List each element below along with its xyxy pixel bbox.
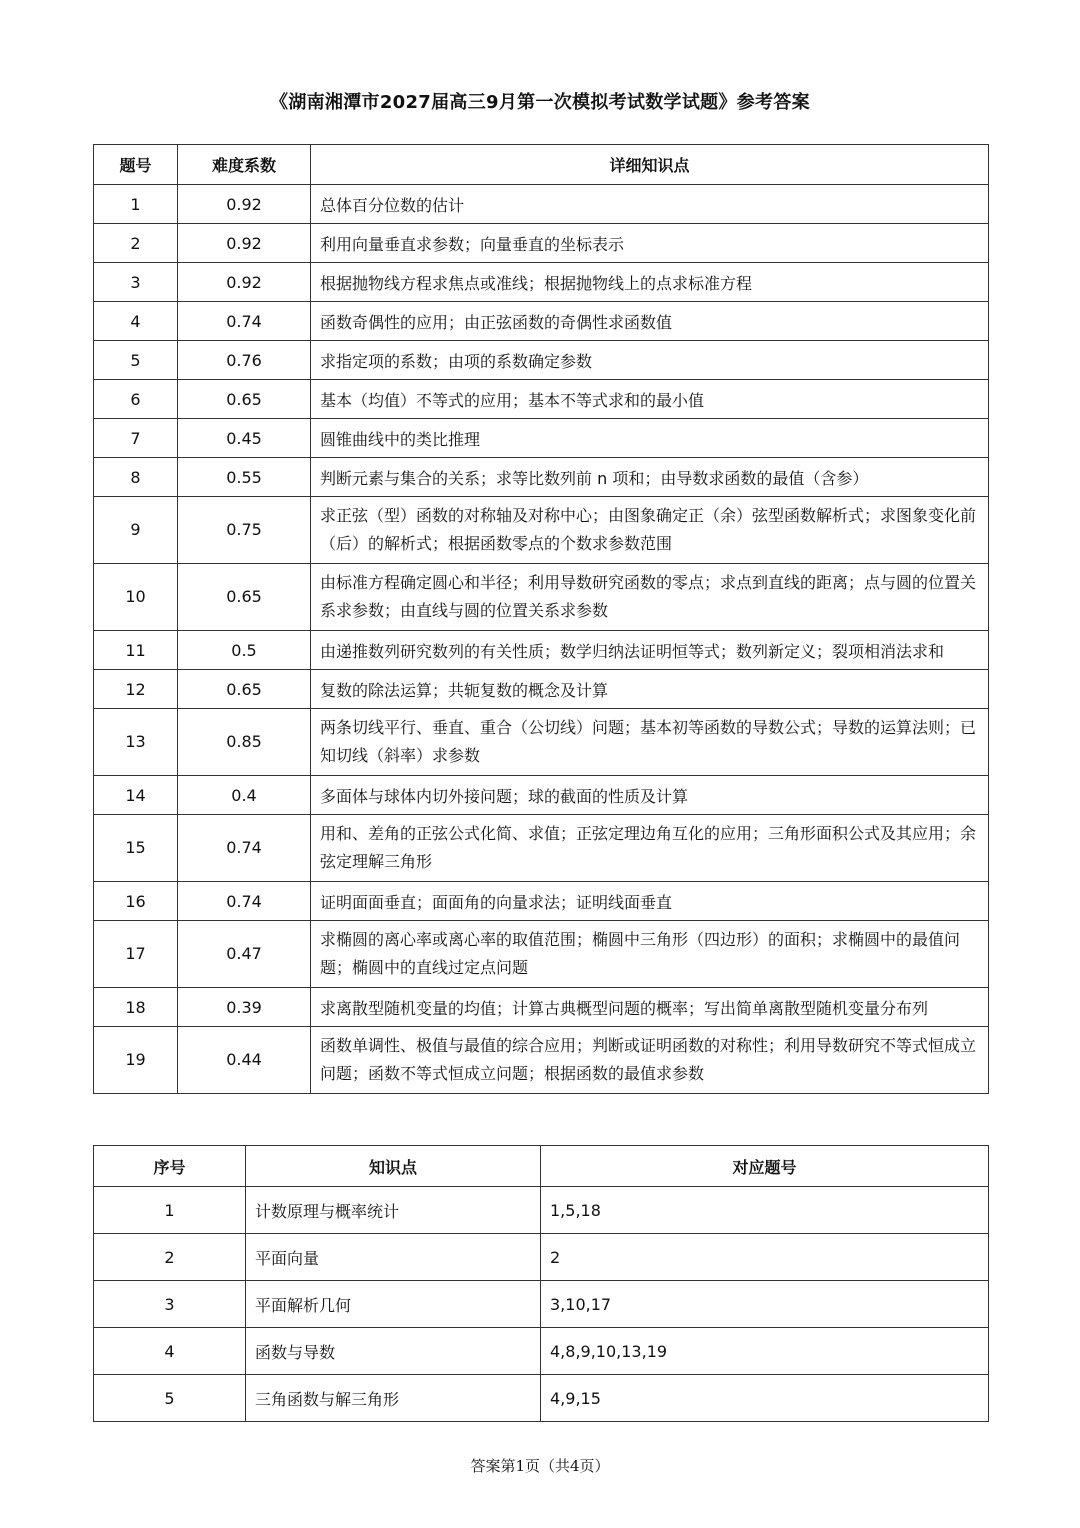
difficulty-cell: 0.45: [178, 419, 311, 458]
topic-table: [93, 1145, 989, 1422]
knowledge-point-cell: 根据抛物线方程求焦点或准线；根据抛物线上的点求标准方程: [311, 263, 989, 302]
question-number-cell: 3: [94, 263, 178, 302]
table-header-row: [94, 1146, 989, 1187]
difficulty-cell: 0.65: [178, 564, 311, 631]
question-number-cell: 1: [94, 185, 178, 224]
table-row: [94, 380, 989, 419]
knowledge-point-cell: 三角函数与解三角形: [246, 1375, 541, 1422]
question-number-cell: 16: [94, 882, 178, 921]
difficulty-cell: 0.75: [178, 497, 311, 564]
question-number-cell: 7: [94, 419, 178, 458]
knowledge-point-cell: 函数与导数: [246, 1328, 541, 1375]
table-row: [94, 302, 989, 341]
difficulty-cell: 0.4: [178, 776, 311, 815]
table-header-row: [94, 145, 989, 185]
question-numbers-cell: 3,10,17: [541, 1281, 989, 1328]
question-number-cell: 14: [94, 776, 178, 815]
table-row: [94, 776, 989, 815]
knowledge-point-cell: 复数的除法运算；共轭复数的概念及计算: [311, 670, 989, 709]
table-row: [94, 419, 989, 458]
table-row: [94, 185, 989, 224]
serial-number-cell: 3: [94, 1281, 246, 1328]
table-row: [94, 224, 989, 263]
difficulty-cell: 0.74: [178, 302, 311, 341]
column-header-knowledge-point: 知识点: [246, 1146, 541, 1187]
table-row: [94, 631, 989, 670]
table-row: [94, 458, 989, 497]
page-title: 《湖南湘潭市2027届高三9月第一次模拟考试数学试题》参考答案: [270, 92, 810, 113]
knowledge-point-cell: 基本（均值）不等式的应用；基本不等式求和的最小值: [311, 380, 989, 419]
knowledge-point-cell: 计数原理与概率统计: [246, 1187, 541, 1234]
question-number-cell: 19: [94, 1027, 178, 1094]
question-number-cell: 10: [94, 564, 178, 631]
knowledge-point-cell: 判断元素与集合的关系；求等比数列前 n 项和；由导数求函数的最值（含参）: [311, 458, 989, 497]
table-row: [94, 263, 989, 302]
difficulty-cell: 0.65: [178, 380, 311, 419]
column-header-knowledge-points: 详细知识点: [311, 145, 989, 185]
table-row: [94, 670, 989, 709]
table-row: [94, 988, 989, 1027]
knowledge-point-cell: 由递推数列研究数列的有关性质；数学归纳法证明恒等式；数列新定义；裂项相消法求和: [311, 631, 989, 670]
difficulty-cell: 0.76: [178, 341, 311, 380]
question-number-cell: 5: [94, 341, 178, 380]
question-number-cell: 15: [94, 815, 178, 882]
knowledge-point-cell: 求椭圆的离心率或离心率的取值范围；椭圆中三角形（四边形）的面积；求椭圆中的最值问题；椭圆中的直线过定点问题: [311, 921, 989, 988]
table-row: [94, 709, 989, 776]
serial-number-cell: 1: [94, 1187, 246, 1234]
page-footer: 答案第1页（共4页）: [470, 1457, 610, 1475]
question-number-cell: 6: [94, 380, 178, 419]
knowledge-point-cell: 求正弦（型）函数的对称轴及对称中心；由图象确定正（余）弦型函数解析式；求图象变化前（后）的解析式；根据函数零点的个数求参数范围: [311, 497, 989, 564]
serial-number-cell: 2: [94, 1234, 246, 1281]
column-header-question-no: 题号: [94, 145, 178, 185]
knowledge-point-cell: 函数奇偶性的应用；由正弦函数的奇偶性求函数值: [311, 302, 989, 341]
column-header-question-numbers: 对应题号: [541, 1146, 989, 1187]
question-number-cell: 11: [94, 631, 178, 670]
question-number-cell: 12: [94, 670, 178, 709]
table-row: [94, 1187, 989, 1234]
difficulty-cell: 0.55: [178, 458, 311, 497]
difficulty-cell: 0.74: [178, 882, 311, 921]
question-number-cell: 4: [94, 302, 178, 341]
table-row: [94, 1375, 989, 1422]
question-numbers-cell: 4,8,9,10,13,19: [541, 1328, 989, 1375]
table-row: [94, 815, 989, 882]
difficulty-table: [93, 144, 989, 1094]
knowledge-point-cell: 求离散型随机变量的均值；计算古典概型问题的概率；写出简单离散型随机变量分布列: [311, 988, 989, 1027]
table-row: [94, 1234, 989, 1281]
question-numbers-cell: 2: [541, 1234, 989, 1281]
difficulty-cell: 0.92: [178, 224, 311, 263]
question-number-cell: 8: [94, 458, 178, 497]
table-row: [94, 1281, 989, 1328]
knowledge-point-cell: 平面向量: [246, 1234, 541, 1281]
difficulty-cell: 0.47: [178, 921, 311, 988]
table-row: [94, 1328, 989, 1375]
difficulty-cell: 0.5: [178, 631, 311, 670]
question-number-cell: 18: [94, 988, 178, 1027]
difficulty-cell: 0.39: [178, 988, 311, 1027]
column-header-serial-no: 序号: [94, 1146, 246, 1187]
difficulty-cell: 0.65: [178, 670, 311, 709]
knowledge-point-cell: 函数单调性、极值与最值的综合应用；判断或证明函数的对称性；利用导数研究不等式恒成立问题；函数不等式恒成立问题；根据函数的最值求参数: [311, 1027, 989, 1094]
knowledge-point-cell: 利用向量垂直求参数；向量垂直的坐标表示: [311, 224, 989, 263]
difficulty-cell: 0.74: [178, 815, 311, 882]
column-header-difficulty: 难度系数: [178, 145, 311, 185]
table-row: [94, 921, 989, 988]
knowledge-point-cell: 平面解析几何: [246, 1281, 541, 1328]
difficulty-cell: 0.85: [178, 709, 311, 776]
question-numbers-cell: 4,9,15: [541, 1375, 989, 1422]
question-numbers-cell: 1,5,18: [541, 1187, 989, 1234]
difficulty-cell: 0.92: [178, 185, 311, 224]
table-row: [94, 497, 989, 564]
difficulty-cell: 0.44: [178, 1027, 311, 1094]
table-row: [94, 341, 989, 380]
question-number-cell: 2: [94, 224, 178, 263]
knowledge-point-cell: 用和、差角的正弦公式化简、求值；正弦定理边角互化的应用；三角形面积公式及其应用；余弦定理解三角形: [311, 815, 989, 882]
knowledge-point-cell: 求指定项的系数；由项的系数确定参数: [311, 341, 989, 380]
table-row: [94, 564, 989, 631]
difficulty-cell: 0.92: [178, 263, 311, 302]
knowledge-point-cell: 圆锥曲线中的类比推理: [311, 419, 989, 458]
question-number-cell: 9: [94, 497, 178, 564]
knowledge-point-cell: 由标准方程确定圆心和半径；利用导数研究函数的零点；求点到直线的距离；点与圆的位置关系求参数；由直线与圆的位置关系求参数: [311, 564, 989, 631]
knowledge-point-cell: 总体百分位数的估计: [311, 185, 989, 224]
serial-number-cell: 5: [94, 1375, 246, 1422]
serial-number-cell: 4: [94, 1328, 246, 1375]
table-row: [94, 882, 989, 921]
table-row: [94, 1027, 989, 1094]
knowledge-point-cell: 两条切线平行、垂直、重合（公切线）问题；基本初等函数的导数公式；导数的运算法则；已知切线（斜率）求参数: [311, 709, 989, 776]
question-number-cell: 13: [94, 709, 178, 776]
knowledge-point-cell: 多面体与球体内切外接问题；球的截面的性质及计算: [311, 776, 989, 815]
question-number-cell: 17: [94, 921, 178, 988]
knowledge-point-cell: 证明面面垂直；面面角的向量求法；证明线面垂直: [311, 882, 989, 921]
